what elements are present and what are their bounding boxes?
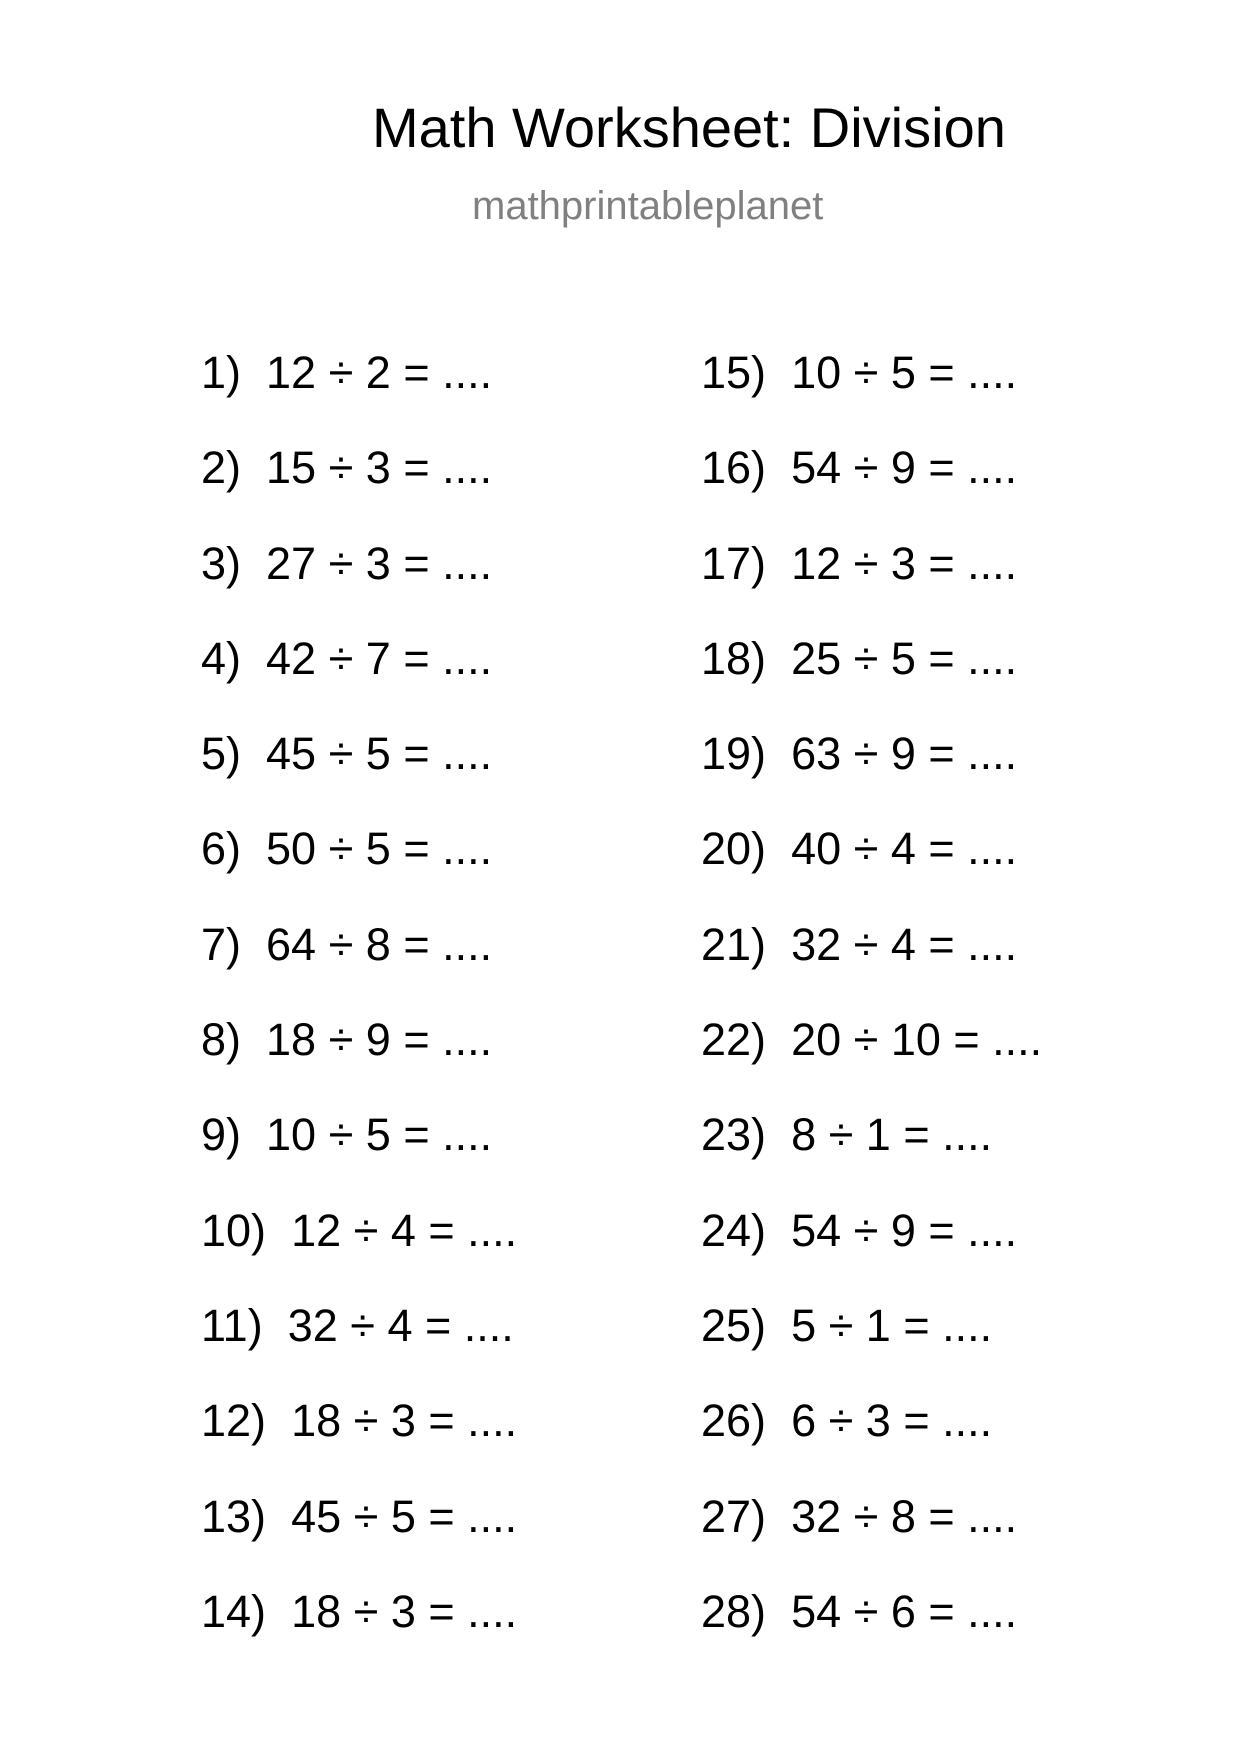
problem-item	[701, 1395, 1240, 1493]
problem-item	[701, 537, 1240, 636]
problem-number: 7)	[201, 918, 242, 970]
problem-number: 6)	[201, 823, 242, 875]
problem-item	[201, 918, 761, 1017]
problem-item	[701, 1014, 1240, 1112]
problem-expression: 54 ÷ 6 = ....	[791, 1585, 1018, 1637]
problem-expression: 54 ÷ 9 = ....	[791, 442, 1018, 494]
problem-item	[701, 728, 1240, 826]
problem-expression: 6 ÷ 3 = ....	[791, 1395, 993, 1447]
problem-expression: 18 ÷ 3 = ....	[291, 1585, 518, 1637]
problem-number: 16)	[701, 442, 767, 494]
problems-column-right	[701, 347, 1240, 1684]
problem-expression: 18 ÷ 9 = ....	[266, 1014, 493, 1066]
problem-number: 5)	[201, 728, 242, 780]
problem-number: 14)	[201, 1585, 267, 1637]
problem-expression: 10 ÷ 5 = ....	[266, 1109, 493, 1161]
problem-expression: 18 ÷ 3 = ....	[291, 1395, 518, 1447]
problem-expression: 32 ÷ 4 = ....	[791, 918, 1018, 970]
problem-expression: 8 ÷ 1 = ....	[791, 1109, 993, 1161]
problem-number: 3)	[201, 537, 242, 589]
problem-item	[201, 728, 761, 826]
problem-number: 28)	[701, 1585, 767, 1637]
problem-number: 9)	[201, 1109, 242, 1161]
problem-expression: 40 ÷ 4 = ....	[791, 823, 1018, 875]
problem-number: 2)	[201, 442, 242, 494]
problem-item	[701, 1299, 1240, 1398]
problem-item	[701, 918, 1240, 1017]
problem-number: 20)	[701, 823, 767, 875]
problem-item	[701, 1109, 1240, 1207]
problem-number: 27)	[701, 1490, 767, 1542]
problem-expression: 50 ÷ 5 = ....	[266, 823, 493, 875]
problem-expression: 10 ÷ 5 = ....	[791, 347, 1018, 398]
problem-item	[701, 823, 1240, 921]
problem-expression: 15 ÷ 3 = ....	[266, 442, 493, 494]
problem-item	[701, 442, 1240, 540]
problem-number: 21)	[701, 918, 767, 970]
problem-item	[201, 1299, 761, 1398]
problem-item	[201, 1109, 761, 1207]
problem-expression: 54 ÷ 9 = ....	[791, 1204, 1018, 1256]
problem-number: 11)	[201, 1299, 263, 1351]
problem-number: 1)	[201, 347, 242, 398]
problem-expression: 45 ÷ 5 = ....	[266, 728, 493, 780]
problem-number: 25)	[701, 1299, 767, 1351]
problem-item	[701, 347, 1240, 445]
problem-item	[201, 347, 761, 445]
problem-item	[201, 1585, 761, 1684]
problem-item	[201, 1395, 761, 1493]
problem-item	[201, 1014, 761, 1112]
problem-expression: 32 ÷ 8 = ....	[791, 1490, 1018, 1542]
problem-item	[201, 823, 761, 921]
problem-number: 13)	[201, 1490, 267, 1542]
problem-expression: 12 ÷ 4 = ....	[291, 1204, 518, 1256]
problem-number: 26)	[701, 1395, 767, 1447]
problem-number: 8)	[201, 1014, 242, 1066]
worksheet-source: mathprintableplanet	[472, 184, 824, 228]
problem-expression: 63 ÷ 9 = ....	[791, 728, 1018, 780]
problem-expression: 5 ÷ 1 = ....	[791, 1299, 993, 1351]
problem-item	[701, 1490, 1240, 1589]
problem-item	[701, 1204, 1240, 1303]
problem-number: 19)	[701, 728, 767, 780]
problem-item	[201, 442, 761, 540]
problem-expression: 64 ÷ 8 = ....	[266, 918, 493, 970]
problem-number: 18)	[701, 632, 767, 684]
problems-column-left	[201, 347, 761, 1684]
problem-number: 22)	[701, 1014, 767, 1066]
problem-expression: 12 ÷ 2 = ....	[266, 347, 493, 398]
problem-expression: 12 ÷ 3 = ....	[791, 537, 1018, 589]
problem-expression: 27 ÷ 3 = ....	[266, 537, 493, 589]
problem-expression: 25 ÷ 5 = ....	[791, 632, 1018, 684]
problem-number: 12)	[201, 1395, 267, 1447]
problem-expression: 20 ÷ 10 = ....	[791, 1014, 1043, 1066]
problem-expression: 32 ÷ 4 = ....	[287, 1299, 514, 1351]
problem-item	[201, 537, 761, 636]
problem-item	[201, 1204, 761, 1303]
problem-number: 4)	[201, 632, 242, 684]
problem-expression: 45 ÷ 5 = ....	[291, 1490, 518, 1542]
problem-item	[701, 1585, 1240, 1684]
problem-expression: 42 ÷ 7 = ....	[266, 632, 493, 684]
problem-item	[201, 632, 761, 731]
problem-number: 24)	[701, 1204, 767, 1256]
worksheet-title: Math Worksheet: Division	[372, 96, 1006, 159]
problem-item	[701, 632, 1240, 731]
problem-number: 17)	[701, 537, 767, 589]
problem-number: 10)	[201, 1204, 267, 1256]
problem-number: 23)	[701, 1109, 767, 1161]
problem-number: 15)	[701, 347, 767, 398]
problem-item	[201, 1490, 761, 1589]
